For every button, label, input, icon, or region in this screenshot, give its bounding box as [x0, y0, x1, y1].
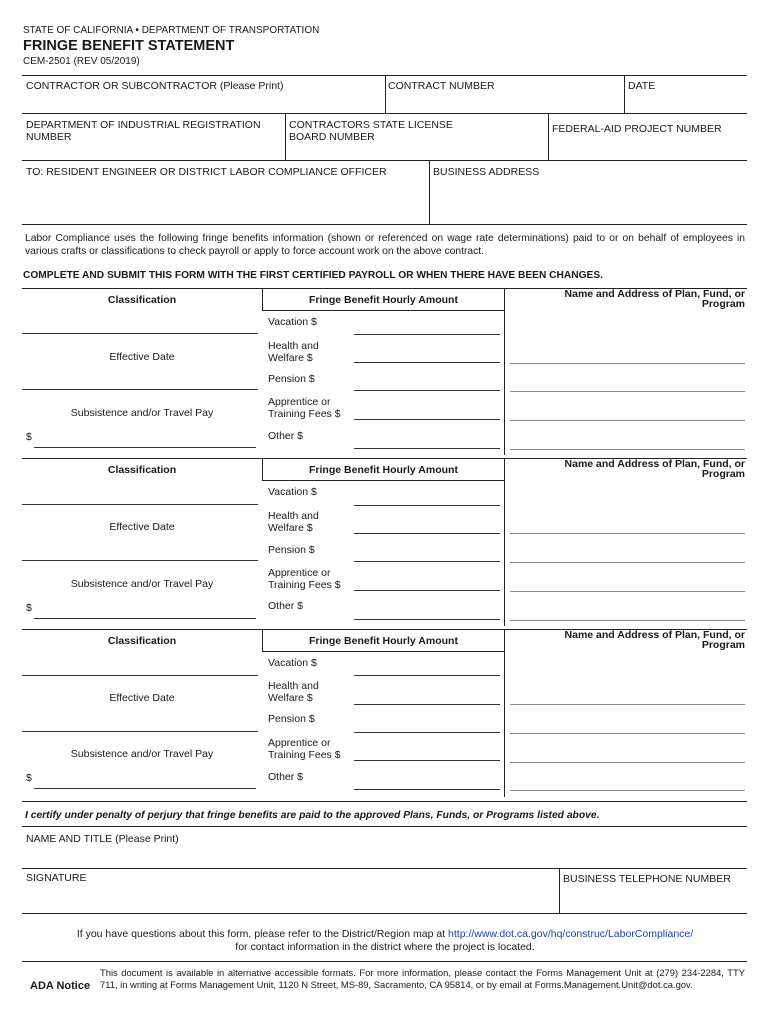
health-amount-field[interactable] — [354, 704, 500, 705]
vacation-label: Vacation $ — [268, 486, 317, 498]
fringe-amount-header: Fringe Benefit Hourly Amount — [309, 294, 458, 306]
other-label: Other $ — [268, 771, 304, 783]
divider — [504, 458, 505, 626]
plan-header-2: Program — [701, 639, 745, 651]
pension-label: Pension $ — [268, 544, 315, 556]
dollar-sign: $ — [26, 772, 32, 784]
pension-amount-field[interactable] — [354, 732, 500, 733]
health-label-2: Welfare $ — [268, 522, 313, 534]
effective-date-field[interactable] — [22, 560, 258, 561]
to-officer-field[interactable] — [24, 180, 426, 222]
signature-label: SIGNATURE — [26, 872, 87, 884]
dollar-sign: $ — [26, 431, 32, 443]
plan-header-1: Name and Address of Plan, Fund, or — [564, 629, 745, 641]
classification-field[interactable] — [22, 333, 258, 334]
divider — [22, 961, 747, 962]
dir-number-label-2: NUMBER — [26, 131, 72, 143]
classification-field[interactable] — [22, 675, 258, 676]
subsistence-amount-field[interactable] — [34, 447, 256, 448]
contractor-label: CONTRACTOR OR SUBCONTRACTOR (Please Print) — [26, 80, 284, 92]
vacation-label: Vacation $ — [268, 657, 317, 669]
plan-line[interactable] — [510, 733, 745, 734]
contract-number-label: CONTRACT NUMBER — [388, 80, 495, 92]
classification-header: Classification — [107, 294, 177, 306]
dir-number-label-1: DEPARTMENT OF INDUSTRIAL REGISTRATION — [26, 119, 261, 131]
divider — [22, 868, 747, 869]
subsistence-label: Subsistence and/or Travel Pay — [70, 407, 214, 419]
apprentice-label-2: Training Fees $ — [268, 408, 341, 420]
effective-date-field[interactable] — [22, 731, 258, 732]
other-amount-field[interactable] — [354, 448, 500, 449]
apprentice-amount-field[interactable] — [354, 590, 500, 591]
to-officer-label: TO: RESIDENT ENGINEER OR DISTRICT LABOR COMPLIANCE OFFICER — [26, 166, 387, 178]
divider — [22, 913, 747, 914]
divider — [504, 288, 505, 455]
apprentice-label-1: Apprentice or — [268, 567, 331, 579]
date-label: DATE — [628, 80, 656, 92]
contractor-field[interactable] — [24, 94, 382, 111]
ada-notice-label: ADA Notice — [30, 980, 91, 992]
classification-field[interactable] — [22, 504, 258, 505]
signature-field[interactable] — [24, 886, 556, 911]
plan-line[interactable] — [510, 391, 745, 392]
apprentice-label-1: Apprentice or — [268, 396, 331, 408]
vacation-amount-field[interactable] — [354, 505, 500, 506]
health-label-1: Health and — [268, 340, 319, 352]
plan-header-1: Name and Address of Plan, Fund, or — [564, 288, 745, 300]
other-label: Other $ — [268, 430, 304, 442]
questions-text: If you have questions about this form, please refer to the District/Region map at — [76, 928, 449, 940]
apprentice-label-2: Training Fees $ — [268, 579, 341, 591]
divider — [22, 113, 747, 114]
apprentice-label-1: Apprentice or — [268, 737, 331, 749]
name-title-label: NAME AND TITLE (Please Print) — [26, 833, 179, 845]
effective-date-label: Effective Date — [109, 351, 175, 363]
plan-header-2: Program — [701, 298, 745, 310]
health-amount-field[interactable] — [354, 362, 500, 363]
ada-notice-text: This document is available in alternative accessible formats. For more information, please contact the Forms Management Unit at (279) 234-2284, TTY 711, in writing at Forms Management Unit, 1120 N Street, MS-89, Sacramento, CA 95814, or by email at Forms.Management.Unit@dot.ca.gov. — [100, 967, 745, 990]
other-amount-field[interactable] — [354, 789, 500, 790]
plan-line[interactable] — [510, 704, 745, 705]
vacation-label: Vacation $ — [268, 316, 317, 328]
classification-header: Classification — [107, 464, 177, 476]
labor-compliance-link[interactable]: http://www.dot.ca.gov/hq/construc/LaborCompliance/ — [448, 928, 694, 940]
divider — [285, 113, 286, 160]
business-address-label: BUSINESS ADDRESS — [433, 166, 540, 178]
plan-line[interactable] — [510, 562, 745, 563]
business-phone-label: BUSINESS TELEPHONE NUMBER — [563, 873, 731, 885]
plan-line[interactable] — [510, 790, 745, 791]
classification-header: Classification — [107, 635, 177, 647]
apprentice-label-2: Training Fees $ — [268, 749, 341, 761]
federal-aid-field[interactable] — [552, 137, 745, 158]
divider — [22, 160, 747, 161]
vacation-amount-field[interactable] — [354, 675, 500, 676]
contract-number-field[interactable] — [388, 94, 621, 111]
divider — [22, 826, 747, 827]
divider — [548, 113, 549, 160]
pension-label: Pension $ — [268, 373, 315, 385]
name-title-field[interactable] — [24, 847, 744, 865]
apprentice-amount-field[interactable] — [354, 760, 500, 761]
business-address-field[interactable] — [432, 180, 745, 222]
federal-aid-label: FEDERAL-AID PROJECT NUMBER — [552, 123, 722, 135]
health-amount-field[interactable] — [354, 533, 500, 534]
date-field[interactable] — [628, 94, 745, 111]
subsistence-amount-field[interactable] — [34, 618, 256, 619]
divider — [429, 160, 430, 224]
intro-paragraph: Labor Compliance uses the following fringe benefits information (shown or referenced on wage rate determinations) paid to or on behalf of employees in various crafts or classifications to check payroll or apply to force account work on the above contract. — [25, 233, 745, 257]
pension-amount-field[interactable] — [354, 390, 500, 391]
plan-header-1: Name and Address of Plan, Fund, or — [564, 458, 745, 470]
health-label-1: Health and — [268, 680, 319, 692]
pension-amount-field[interactable] — [354, 561, 500, 562]
cslb-label-2: BOARD NUMBER — [289, 131, 375, 143]
other-label: Other $ — [268, 600, 304, 612]
divider — [22, 224, 747, 225]
effective-date-label: Effective Date — [109, 521, 175, 533]
certification-statement: I certify under penalty of perjury that fringe benefits are paid to the approved Plans, Funds, or Programs listed above. — [25, 810, 600, 821]
divider — [262, 651, 504, 652]
pension-label: Pension $ — [268, 713, 315, 725]
other-amount-field[interactable] — [354, 619, 500, 620]
health-label-2: Welfare $ — [268, 692, 313, 704]
plan-line[interactable] — [510, 762, 745, 763]
divider — [22, 801, 747, 802]
cslb-label-1: CONTRACTORS STATE LICENSE — [289, 119, 453, 131]
plan-line[interactable] — [510, 420, 745, 421]
plan-line[interactable] — [510, 363, 745, 364]
plan-line[interactable] — [510, 533, 745, 534]
divider — [262, 310, 504, 311]
health-label-2: Welfare $ — [268, 352, 313, 364]
plan-line[interactable] — [510, 620, 745, 621]
subsistence-amount-field[interactable] — [34, 788, 256, 789]
divider — [385, 75, 386, 113]
health-label-1: Health and — [268, 510, 319, 522]
divider — [504, 629, 505, 797]
instruction-line: COMPLETE AND SUBMIT THIS FORM WITH THE FIRST CERTIFIED PAYROLL OR WHEN THERE HAVE BEEN CHANGES. — [23, 270, 603, 281]
plan-line[interactable] — [510, 591, 745, 592]
plan-line[interactable] — [510, 449, 745, 450]
questions-suffix: for contact information in the district where the project is located. — [235, 941, 535, 953]
divider — [559, 868, 560, 913]
questions-line — [0, 928, 770, 940]
plan-header-2: Program — [701, 468, 745, 480]
form-title: FRINGE BENEFIT STATEMENT — [23, 38, 235, 54]
effective-date-field[interactable] — [22, 389, 258, 390]
form-number: CEM-2501 (REV 05/2019) — [23, 56, 140, 67]
subsistence-label: Subsistence and/or Travel Pay — [70, 748, 214, 760]
agency-line: STATE OF CALIFORNIA • DEPARTMENT OF TRANSPORTATION — [23, 25, 320, 36]
apprentice-amount-field[interactable] — [354, 419, 500, 420]
effective-date-label: Effective Date — [109, 692, 175, 704]
dir-number-field[interactable] — [24, 144, 282, 158]
cslb-number-field[interactable] — [288, 144, 545, 158]
fringe-amount-header: Fringe Benefit Hourly Amount — [309, 464, 458, 476]
divider — [624, 75, 625, 113]
subsistence-label: Subsistence and/or Travel Pay — [70, 578, 214, 590]
dollar-sign: $ — [26, 602, 32, 614]
divider — [262, 480, 504, 481]
fringe-amount-header: Fringe Benefit Hourly Amount — [309, 635, 458, 647]
vacation-amount-field[interactable] — [354, 334, 500, 335]
business-phone-field[interactable] — [563, 887, 745, 911]
